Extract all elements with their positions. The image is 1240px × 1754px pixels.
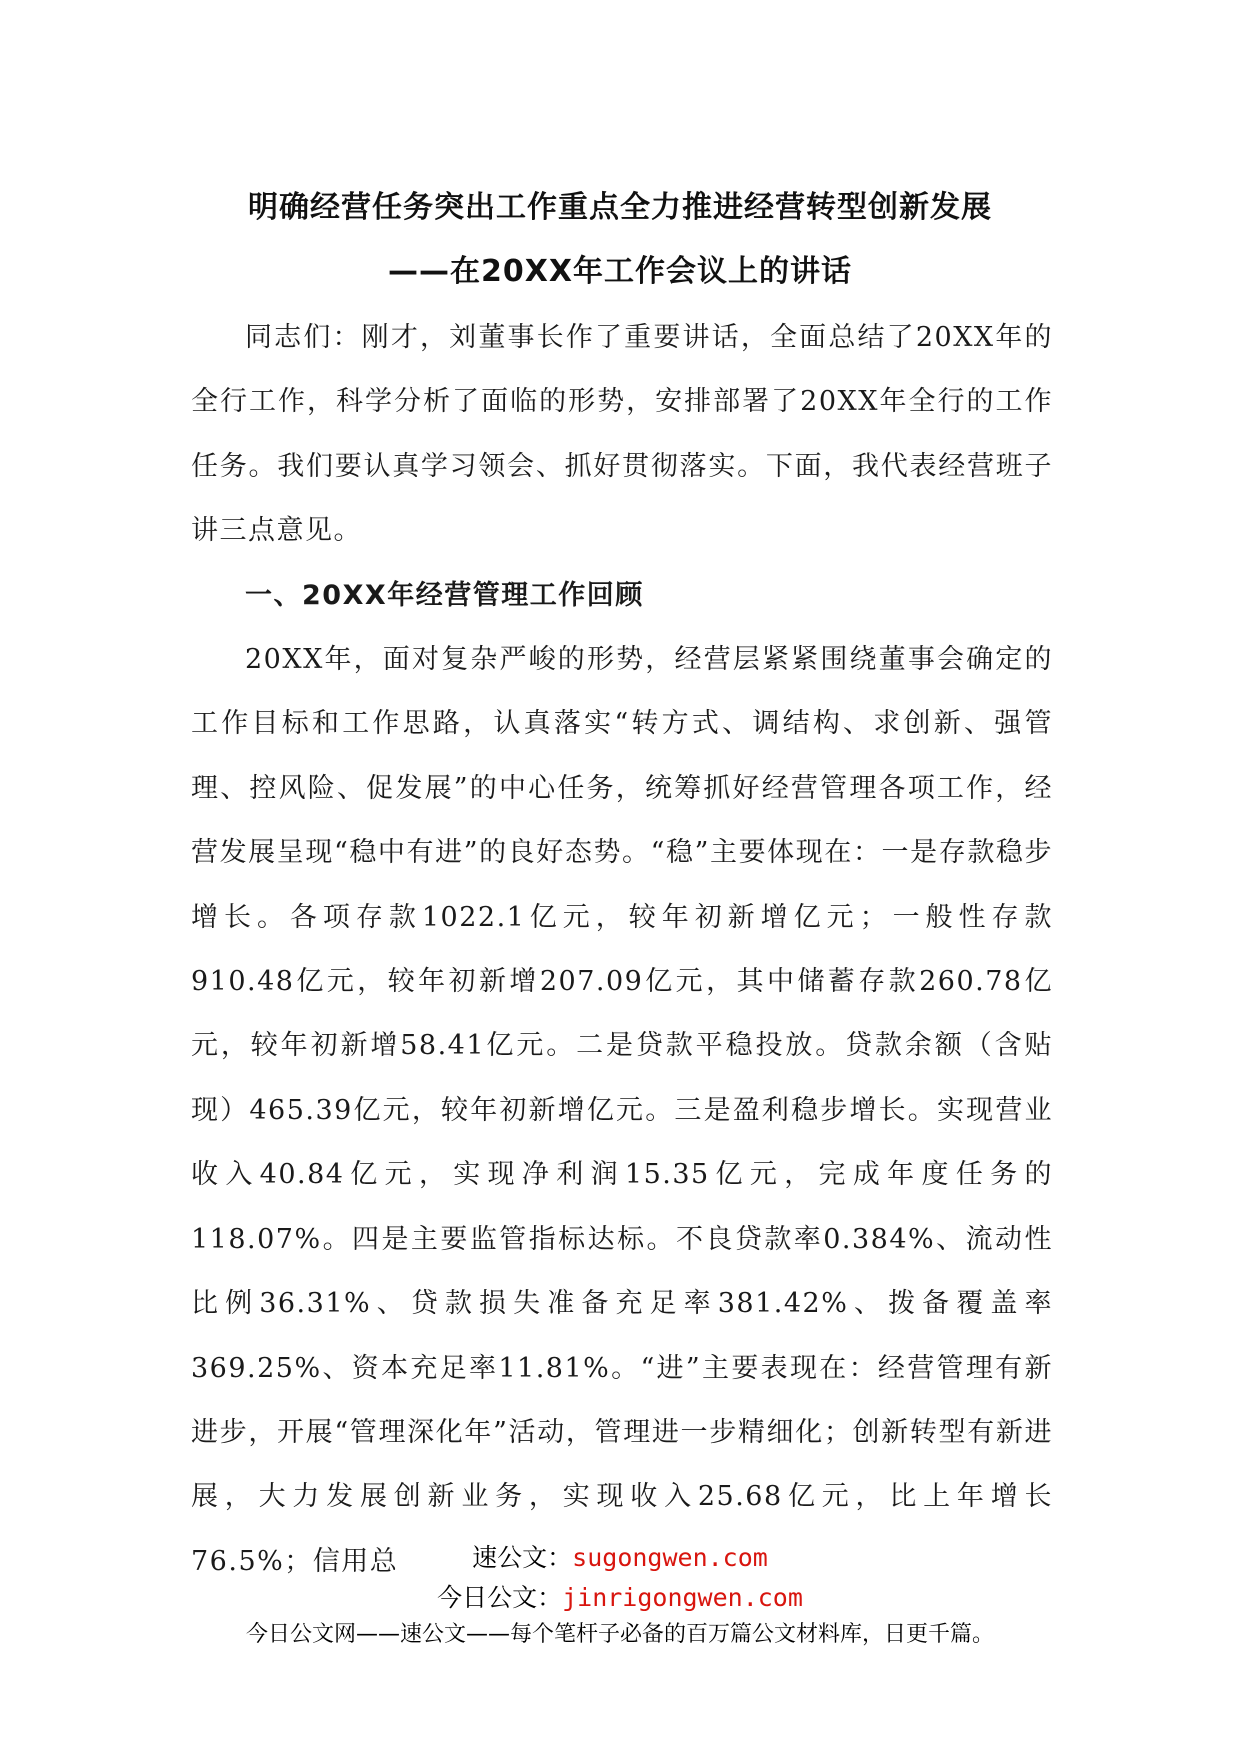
footer-line-sugongwen [0, 1538, 1240, 1574]
section-paragraph: 20XX年，面对复杂严峻的形势，经营层紧紧围绕董事会确定的工作目标和工作思路，认真落实“转方式、调结构、求创新、强管理、控风险、促发展”的中心任务，统筹抓好经营管理各项工作，经营发展呈现“稳中有进”的良好态势。“稳”主要体现在：一是存款稳步增长。各项存款1022.1亿元，较年初新增亿元；一般性存款910.48亿元，较年初新增207.09亿元，其中储蓄存款260.78亿元，较年初新增58.41亿元。二是贷款平稳投放。贷款余额（含贴现）465.39亿元，较年初新增亿元。三是盈利稳步增长。实现营业收入40.84亿元，实现净利润15.35亿元，完成年度任务的118.07%。四是主要监管指标达标。不良贷款率0.384%、流动性比例36.31%、贷款损失准备充足率381.42%、拨备覆盖率369.25%、资本充足率11.81%。“进”主要表现在：经营管理有新进步，开展“管理深化年”活动，管理进一步精细化；创新转型有新进展，大力发展创新业务，实现收入25.68亿元，比上年增长76.5%；信用总 [191, 644, 1053, 1577]
intro-paragraph: 同志们：刚才，刘董事长作了重要讲话，全面总结了20XX年的全行工作，科学分析了面临的形势，安排部署了20XX年全行的工作任务。我们要认真学习领会、抓好贯彻落实。下面，我代表经营班子讲三点意见。 [191, 322, 1053, 547]
footer-line-jinrigongwen [0, 1578, 1240, 1614]
document-subtitle: ——在20XX年工作会议上的讲话 [387, 254, 852, 289]
sugongwen-link[interactable]: sugongwen.com [572, 1543, 768, 1572]
footer-slogan: 今日公文网——速公文——每个笔杆子必备的百万篇公文材料库，日更千篇。 [245, 1622, 994, 1647]
document-body [191, 306, 1053, 1594]
document-title: 明确经营任务突出工作重点全力推进经营转型创新发展 [248, 190, 992, 225]
jinrigongwen-link[interactable]: jinrigongwen.com [562, 1583, 803, 1612]
footer-label-sugongwen: 速公文： [472, 1543, 573, 1572]
section-heading: 一、20XX年经营管理工作回顾 [245, 579, 644, 611]
footer-label-jinrigongwen: 今日公文： [437, 1583, 563, 1612]
